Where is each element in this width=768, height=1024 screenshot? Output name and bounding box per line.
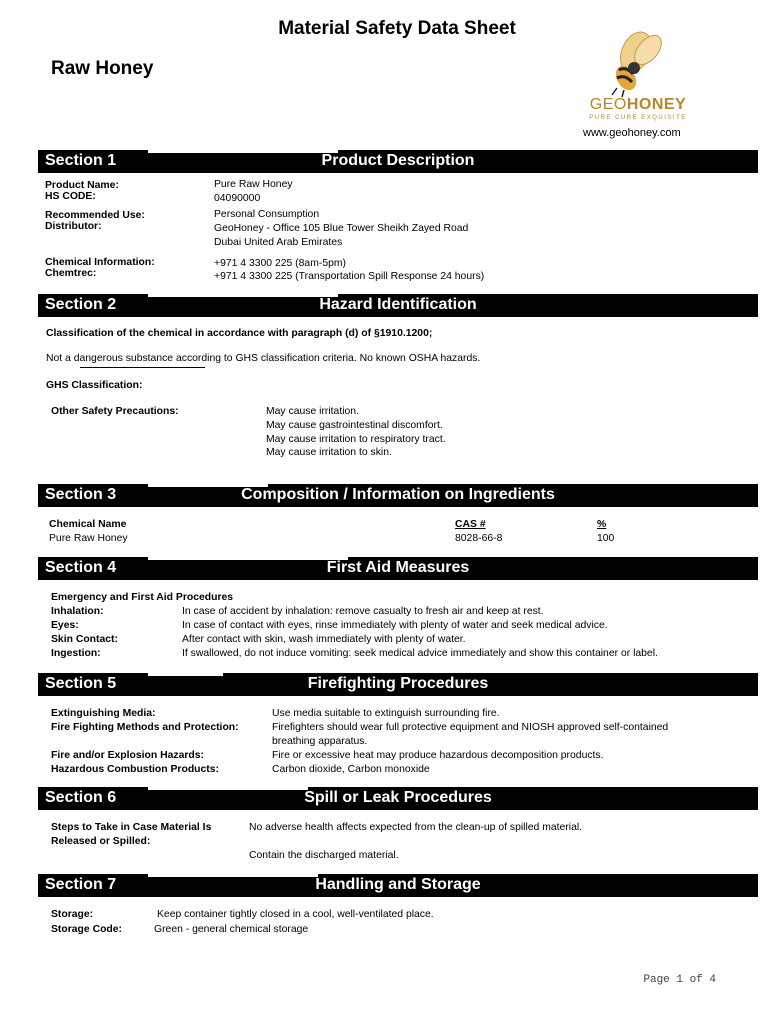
fire-methods-label: Fire Fighting Methods and Protection:	[51, 722, 239, 733]
explosion-hazards-value: Fire or excessive heat may produce hazardous decomposition products.	[272, 750, 604, 761]
section-title: Firefighting Procedures	[307, 675, 489, 692]
section-number: Section 5	[45, 675, 117, 692]
website-link[interactable]: www.geohoney.com	[583, 127, 681, 139]
other-precautions-label: Other Safety Precautions:	[51, 406, 179, 417]
section-title: Composition / Information on Ingredients	[241, 486, 555, 503]
hs-code-label: HS CODE:	[45, 191, 96, 202]
product-title: Raw Honey	[51, 58, 154, 79]
section-3-bar	[38, 484, 758, 507]
section-title: Spill or Leak Procedures	[304, 789, 492, 806]
section-title: Hazard Identification	[319, 296, 477, 313]
storage-code-value: Green - general chemical storage	[154, 924, 309, 935]
brand-name	[578, 96, 698, 114]
chemical-information-value: +971 4 3300 225 (8am-5pm)	[214, 258, 346, 269]
section-number: Section 4	[45, 559, 117, 576]
precaution-item: May cause gastrointestinal discomfort.	[266, 420, 443, 431]
skin-contact-label: Skin Contact:	[51, 634, 118, 645]
distributor-line-2: Dubai United Arab Emirates	[214, 237, 343, 248]
classification-text: Classification of the chemical in accordance with paragraph (d) of §1910.1200;	[46, 328, 433, 339]
steps-text-1: No adverse health affects expected from the clean-up of spilled material.	[249, 822, 583, 833]
section-title: Handling and Storage	[315, 876, 481, 893]
section-number: Section 7	[45, 876, 117, 893]
product-name-value: Pure Raw Honey	[214, 179, 293, 190]
chemtrec-value: +971 4 3300 225 (Transportation Spill Response 24 hours)	[214, 271, 485, 282]
section-6-bar	[38, 787, 758, 810]
percent-value: 100	[597, 533, 615, 544]
steps-label-line-1: Steps to Take in Case Material Is	[51, 822, 212, 833]
hs-code-value: 04090000	[214, 193, 261, 204]
section-title: Product Description	[321, 152, 475, 169]
storage-code-label: Storage Code:	[51, 924, 123, 935]
cas-header: CAS #	[455, 519, 486, 530]
section-number: Section 6	[45, 789, 117, 806]
inhalation-text: In case of accident by inhalation: remove casualty to fresh air and keep at rest.	[182, 606, 544, 617]
recommended-use-label: Recommended Use:	[45, 210, 145, 221]
not-dangerous-text: Not a dangerous substance according to GHS classification criteria. No known OSHA hazards.	[46, 353, 481, 364]
skin-contact-text: After contact with skin, wash immediately with plenty of water.	[182, 634, 466, 645]
ingestion-label: Ingestion:	[51, 648, 101, 659]
combustion-products-value: Carbon dioxide, Carbon monoxide	[272, 764, 430, 775]
section-number: Section 1	[45, 152, 117, 169]
fire-methods-line-2: breathing apparatus.	[272, 736, 368, 747]
percent-header: %	[597, 519, 607, 530]
product-name-label: Product Name:	[45, 180, 119, 191]
precaution-item: May cause irritation to respiratory tract.	[266, 434, 446, 445]
eyes-label: Eyes:	[51, 620, 79, 631]
eyes-text: In case of contact with eyes, rinse immediately with plenty of water and seek medical advice.	[182, 620, 608, 631]
section-number: Section 2	[45, 296, 117, 313]
extinguishing-media-label: Extinguishing Media:	[51, 708, 156, 719]
storage-label: Storage:	[51, 909, 94, 920]
extinguishing-media-value: Use media suitable to extinguish surrounding fire.	[272, 708, 500, 719]
section-number: Section 3	[45, 486, 117, 503]
bee-logo-icon	[584, 30, 694, 100]
section-4-bar	[38, 557, 758, 580]
ghs-classification-label: GHS Classification:	[46, 380, 143, 391]
brand-tagline: PURE CURE EXQUISITE	[589, 115, 687, 121]
brand-suffix: HONEY	[626, 96, 687, 113]
page-number: Page 1 of 4	[643, 974, 716, 986]
distributor-label: Distributor:	[45, 221, 102, 232]
distributor-line-1: GeoHoney - Office 105 Blue Tower Sheikh Zayed Road	[214, 223, 469, 234]
chemical-name-value: Pure Raw Honey	[49, 533, 128, 544]
section-title: First Aid Measures	[326, 559, 470, 576]
underline-rule	[80, 367, 205, 368]
recommended-use-value: Personal Consumption	[214, 209, 320, 220]
section-5-bar	[38, 673, 758, 696]
explosion-hazards-label: Fire and/or Explosion Hazards:	[51, 750, 205, 761]
combustion-products-label: Hazardous Combustion Products:	[51, 764, 219, 775]
document-title: Material Safety Data Sheet	[278, 18, 516, 39]
section-2-bar	[38, 294, 758, 317]
steps-label-line-2: Released or Spilled:	[51, 836, 151, 847]
inhalation-label: Inhalation:	[51, 606, 104, 617]
storage-value: Keep container tightly closed in a cool, well-ventilated place.	[157, 909, 434, 920]
section-1-bar	[38, 150, 758, 173]
chemtrec-label: Chemtrec:	[45, 268, 97, 279]
chemical-name-header: Chemical Name	[49, 519, 127, 530]
brand-prefix: GEO	[589, 96, 627, 113]
chemical-information-label: Chemical Information:	[45, 257, 155, 268]
precaution-item: May cause irritation to skin.	[266, 447, 392, 458]
cas-value: 8028-66-8	[455, 533, 503, 544]
fire-methods-line-1: Firefighters should wear full protective equipment and NIOSH approved self-contained	[272, 722, 669, 733]
section-7-bar	[38, 874, 758, 897]
steps-text-2: Contain the discharged material.	[249, 850, 399, 861]
first-aid-heading: Emergency and First Aid Procedures	[51, 592, 234, 603]
ingestion-text: If swallowed, do not induce vomiting: seek medical advice immediately and show this container or label.	[182, 648, 658, 659]
precaution-item: May cause irritation.	[266, 406, 359, 417]
